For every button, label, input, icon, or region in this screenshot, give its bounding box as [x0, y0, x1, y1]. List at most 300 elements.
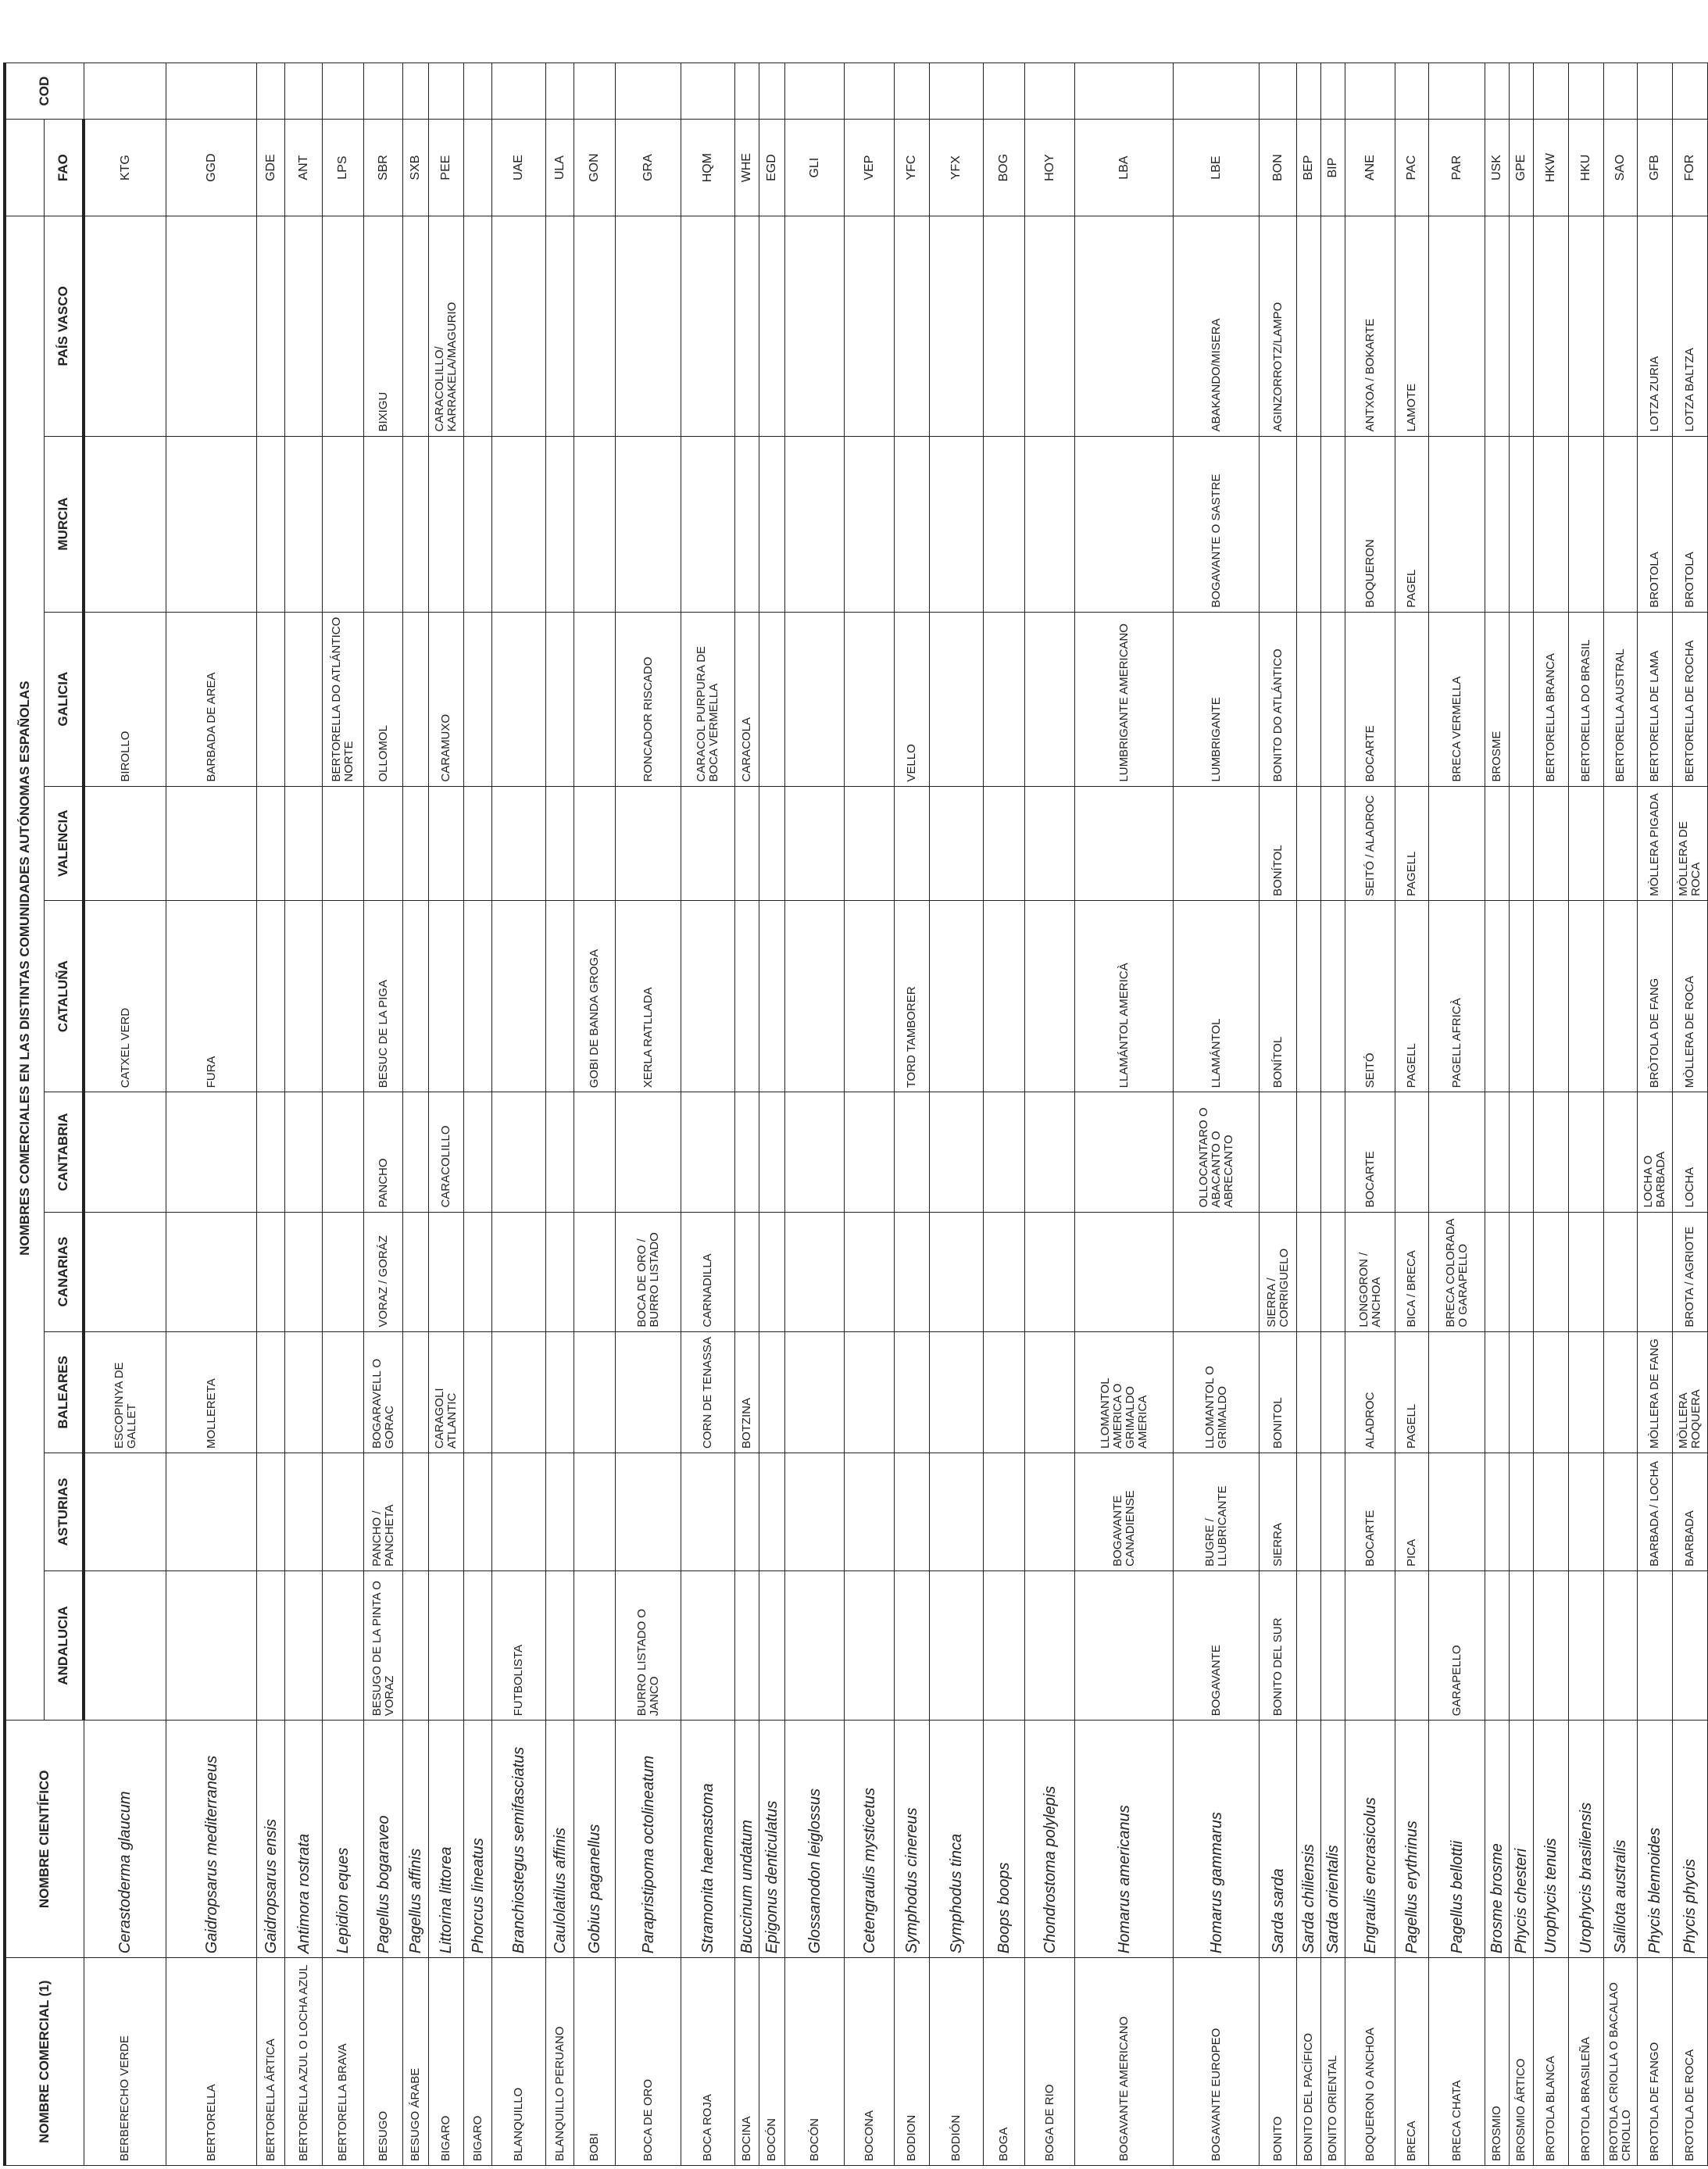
cell-fao: BEP	[1297, 120, 1321, 216]
cell-murcia: BOQUERON	[1345, 436, 1395, 612]
cell-murcia	[1604, 436, 1638, 612]
cell-nombre-comercial: BROTOLA BRASILEÑA	[1569, 1958, 1604, 2166]
cell-galicia: BERTORELLA DO BRASIL	[1569, 612, 1604, 786]
cell-asturias: BARBADA / LOCHA	[1638, 1453, 1673, 1571]
cell-baleares	[930, 1331, 984, 1453]
cell-cataluna	[323, 900, 364, 1092]
cell-asturias	[735, 1453, 759, 1571]
cell-pais-vasco	[492, 216, 546, 437]
cell-nombre-comercial: BOCINA	[735, 1958, 759, 2166]
cell-murcia	[464, 436, 492, 612]
cell-pais-vasco: AGINZORROTZ/LAMPO	[1260, 216, 1297, 437]
cell-asturias	[1534, 1453, 1569, 1571]
cell-valencia	[464, 786, 492, 900]
cell-pais-vasco	[1075, 216, 1174, 437]
cell-cataluna: SEITÓ	[1345, 900, 1395, 1092]
cell-murcia	[1297, 436, 1321, 612]
cell-nombre-comercial: BERTORELLA BRAVA	[323, 1958, 364, 2166]
cell-baleares	[403, 1331, 429, 1453]
cell-cod	[1395, 63, 1429, 120]
cell-murcia	[1025, 436, 1075, 612]
cell-murcia: PAGEL	[1395, 436, 1429, 612]
cell-cantabria: PANCHO	[364, 1092, 403, 1212]
cell-nombre-comercial: BIGARO	[464, 1958, 492, 2166]
cell-baleares	[984, 1331, 1025, 1453]
cell-canarias: LONGORON / ANCHOA	[1345, 1212, 1395, 1331]
cell-andalucia	[681, 1570, 735, 1720]
cell-fao: EGD	[759, 120, 785, 216]
cell-canarias	[1604, 1212, 1638, 1331]
table-row	[1345, 63, 1395, 2166]
cell-andalucia	[323, 1570, 364, 1720]
cell-valencia: MÒLLERA DE ROCA	[1673, 786, 1708, 900]
cell-nombre-comercial: BROSMIO ÁRTICO	[1510, 1958, 1534, 2166]
cell-baleares	[1485, 1331, 1510, 1453]
cell-cod	[1297, 63, 1321, 120]
cell-cataluna	[546, 900, 574, 1092]
cell-asturias	[464, 1453, 492, 1571]
cell-nombre-comercial: BRECA	[1395, 1958, 1429, 2166]
cell-cantabria	[930, 1092, 984, 1212]
cell-andalucia	[1534, 1570, 1569, 1720]
table-row	[1604, 63, 1638, 2166]
cell-andalucia	[1510, 1570, 1534, 1720]
cell-fao: FOR	[1673, 120, 1708, 216]
cell-canarias	[1569, 1212, 1604, 1331]
cell-pais-vasco	[785, 216, 845, 437]
cell-galicia: BIROLLO	[84, 612, 166, 786]
cell-baleares	[1569, 1331, 1604, 1453]
cell-cataluna: TORD TAMBORER	[895, 900, 930, 1092]
cell-valencia	[1075, 786, 1174, 900]
cell-baleares	[785, 1331, 845, 1453]
cell-cataluna	[429, 900, 464, 1092]
cell-baleares	[546, 1331, 574, 1453]
cell-cantabria	[759, 1092, 785, 1212]
cell-pais-vasco	[1534, 216, 1569, 437]
cell-asturias: BARBADA	[1673, 1453, 1708, 1571]
cell-baleares: ESCOPINYA DE GALLET	[84, 1331, 166, 1453]
cell-nombre-comercial: BLANQUILLO	[492, 1958, 546, 2166]
cell-murcia	[574, 436, 616, 612]
cell-andalucia	[84, 1570, 166, 1720]
cell-cataluna: LLAMÁNTOL AMERICÀ	[1075, 900, 1174, 1092]
cell-andalucia	[403, 1570, 429, 1720]
cell-valencia: PAGELL	[1395, 786, 1429, 900]
cell-baleares	[616, 1331, 681, 1453]
cell-murcia	[429, 436, 464, 612]
cell-valencia	[492, 786, 546, 900]
cell-galicia	[574, 612, 616, 786]
cell-murcia	[1260, 436, 1297, 612]
cell-fao: ANE	[1345, 120, 1395, 216]
cell-fao: LBA	[1075, 120, 1174, 216]
cell-cantabria	[323, 1092, 364, 1212]
cell-pais-vasco: BIXIGU	[364, 216, 403, 437]
cell-cataluna	[930, 900, 984, 1092]
cell-cod	[429, 63, 464, 120]
cell-cantabria	[1485, 1092, 1510, 1212]
cell-baleares	[285, 1331, 323, 1453]
cell-cantabria: CARACOLILLO	[429, 1092, 464, 1212]
cell-fao: BOG	[984, 120, 1025, 216]
table-row	[759, 63, 785, 2166]
cell-canarias	[546, 1212, 574, 1331]
cell-asturias	[681, 1453, 735, 1571]
cell-cantabria	[1604, 1092, 1638, 1212]
cell-canarias	[1485, 1212, 1510, 1331]
cell-murcia	[735, 436, 759, 612]
cell-cantabria	[681, 1092, 735, 1212]
cell-nombre-cientifico: Pagellus bellottii	[1429, 1721, 1485, 1958]
cell-galicia: BERTORELLA DE LAMA	[1638, 612, 1673, 786]
cell-valencia	[546, 786, 574, 900]
cell-canarias: VORAZ / GORÁZ	[364, 1212, 403, 1331]
cell-baleares: LLOMANTOL AMERICA O GRIMALDO AMERICA	[1075, 1331, 1174, 1453]
cell-nombre-comercial: BODIÓN	[930, 1958, 984, 2166]
table-row	[574, 63, 616, 2166]
table-row	[1297, 63, 1321, 2166]
cell-pais-vasco	[895, 216, 930, 437]
cell-cod	[1345, 63, 1395, 120]
cell-andalucia	[785, 1570, 845, 1720]
cell-cantabria	[574, 1092, 616, 1212]
cell-asturias: BOCARTE	[1345, 1453, 1395, 1571]
table-row	[1429, 63, 1485, 2166]
cell-cod	[1260, 63, 1297, 120]
cell-galicia	[1321, 612, 1345, 786]
cell-andalucia: FUTBOLISTA	[492, 1570, 546, 1720]
cell-asturias	[574, 1453, 616, 1571]
cell-valencia	[1429, 786, 1485, 900]
cell-cantabria	[1510, 1092, 1534, 1212]
cell-nombre-cientifico: Gaidropsarus ensis	[257, 1721, 285, 1958]
cell-murcia: BROTOLA	[1638, 436, 1673, 612]
cell-fao: ULA	[546, 120, 574, 216]
cell-andalucia	[166, 1570, 257, 1720]
cell-pais-vasco: LOTZA BALTZA	[1673, 216, 1708, 437]
header-valencia: VALENCIA	[45, 786, 84, 900]
cell-galicia: LUMBRIGANTE AMERICANO	[1075, 612, 1174, 786]
cell-asturias	[984, 1453, 1025, 1571]
header-fao: FAO	[45, 120, 84, 216]
cell-galicia	[984, 612, 1025, 786]
cell-nombre-comercial: BODION	[895, 1958, 930, 2166]
cell-nombre-cientifico: Boops boops	[984, 1721, 1025, 1958]
cell-asturias	[1025, 1453, 1075, 1571]
cell-andalucia: BURRO LISTADO O JANCO	[616, 1570, 681, 1720]
cell-andalucia	[1485, 1570, 1510, 1720]
cell-pais-vasco	[1297, 216, 1321, 437]
cell-cataluna	[785, 900, 845, 1092]
cell-pais-vasco	[930, 216, 984, 437]
cell-andalucia: BOGAVANTE	[1174, 1570, 1260, 1720]
cell-asturias: PICA	[1395, 1453, 1429, 1571]
cell-nombre-comercial: BOCÓN	[785, 1958, 845, 2166]
table-row	[464, 63, 492, 2166]
cell-cod	[84, 63, 166, 120]
cell-fao: VEP	[845, 120, 895, 216]
header-canarias: CANARIAS	[45, 1212, 84, 1331]
cell-cantabria	[845, 1092, 895, 1212]
cell-galicia	[1510, 612, 1534, 786]
cell-nombre-cientifico: Sarda chiliensis	[1297, 1721, 1321, 1958]
cell-galicia: BROSME	[1485, 612, 1510, 786]
cell-asturias	[895, 1453, 930, 1571]
cell-cataluna	[681, 900, 735, 1092]
cell-asturias	[1569, 1453, 1604, 1571]
cell-murcia	[616, 436, 681, 612]
header-cataluna: CATALUÑA	[45, 900, 84, 1092]
cell-nombre-cientifico: Engraulis encrasicolus	[1345, 1721, 1395, 1958]
cell-pais-vasco	[1485, 216, 1510, 437]
cell-cataluna	[1297, 900, 1321, 1092]
cell-cantabria	[895, 1092, 930, 1212]
cell-asturias	[759, 1453, 785, 1571]
cell-baleares: MÒLLERA DE FANG	[1638, 1331, 1673, 1453]
cell-andalucia	[1345, 1570, 1395, 1720]
cell-fao: SBR	[364, 120, 403, 216]
cell-canarias: BICA / BRECA	[1395, 1212, 1429, 1331]
cell-galicia	[1025, 612, 1075, 786]
cell-nombre-cientifico: Chondrostoma polylepis	[1025, 1721, 1075, 1958]
cell-andalucia	[1604, 1570, 1638, 1720]
cell-nombre-cientifico: Sarda orientalis	[1321, 1721, 1345, 1958]
cell-cod	[492, 63, 546, 120]
header-asturias: ASTURIAS	[45, 1453, 84, 1571]
cell-murcia	[1534, 436, 1569, 612]
cell-galicia: BOCARTE	[1345, 612, 1395, 786]
cell-andalucia	[285, 1570, 323, 1720]
cell-andalucia	[1297, 1570, 1321, 1720]
cell-cataluna: PAGELL	[1395, 900, 1429, 1092]
cell-valencia	[845, 786, 895, 900]
cell-cataluna: MÒLLERA DE ROCA	[1673, 900, 1708, 1092]
table-row	[930, 63, 984, 2166]
cell-cantabria	[1025, 1092, 1075, 1212]
table-body	[84, 63, 1708, 2166]
cell-galicia: LUMBRIGANTE	[1174, 612, 1260, 786]
cell-cantabria	[1429, 1092, 1485, 1212]
cell-baleares: ALADROC	[1345, 1331, 1395, 1453]
cell-fao: PAC	[1395, 120, 1429, 216]
cell-cod	[364, 63, 403, 120]
cell-murcia	[845, 436, 895, 612]
cell-pais-vasco: LAMOTE	[1395, 216, 1429, 437]
cell-pais-vasco	[735, 216, 759, 437]
cell-valencia	[429, 786, 464, 900]
table-row	[1075, 63, 1174, 2166]
cell-nombre-comercial: BONITO	[1260, 1958, 1297, 2166]
cell-nombre-cientifico: Caulolatilus affinis	[546, 1721, 574, 1958]
cell-canarias	[759, 1212, 785, 1331]
cell-nombre-cientifico: Symphodus tinca	[930, 1721, 984, 1958]
table-row	[364, 63, 403, 2166]
cell-nombre-cientifico: Pagellus bogaraveo	[364, 1721, 403, 1958]
cell-fao: GDE	[257, 120, 285, 216]
cell-pais-vasco	[1604, 216, 1638, 437]
header-murcia: MURCIA	[45, 436, 84, 612]
cell-baleares	[574, 1331, 616, 1453]
cell-murcia	[1321, 436, 1345, 612]
cell-nombre-cientifico: Salilota australis	[1604, 1721, 1638, 1958]
cell-pais-vasco	[84, 216, 166, 437]
table-row	[1025, 63, 1075, 2166]
cell-baleares	[323, 1331, 364, 1453]
cell-andalucia	[429, 1570, 464, 1720]
cell-cantabria	[1321, 1092, 1345, 1212]
cell-cataluna	[1485, 900, 1510, 1092]
cell-nombre-cientifico: Symphodus cinereus	[895, 1721, 930, 1958]
cell-pais-vasco	[546, 216, 574, 437]
cell-valencia	[403, 786, 429, 900]
cell-cantabria	[84, 1092, 166, 1212]
cell-cataluna	[759, 900, 785, 1092]
cell-cantabria	[546, 1092, 574, 1212]
cell-cataluna: FURA	[166, 900, 257, 1092]
cell-murcia	[1075, 436, 1174, 612]
cell-baleares: PAGELL	[1395, 1331, 1429, 1453]
header-cantabria: CANTABRIA	[45, 1092, 84, 1212]
cell-pais-vasco	[681, 216, 735, 437]
cell-valencia	[323, 786, 364, 900]
cell-nombre-cientifico: Cetengraulis mysticetus	[845, 1721, 895, 1958]
cell-cataluna	[1569, 900, 1604, 1092]
cell-galicia	[1395, 612, 1429, 786]
cell-andalucia: BONITO DEL SUR	[1260, 1570, 1297, 1720]
cell-cantabria	[257, 1092, 285, 1212]
cell-canarias	[574, 1212, 616, 1331]
cell-nombre-cientifico: Pagellus erythrinus	[1395, 1721, 1429, 1958]
cell-baleares: BONITOL	[1260, 1331, 1297, 1453]
cell-fao: KTG	[84, 120, 166, 216]
cell-cantabria	[735, 1092, 759, 1212]
header-cod: COD	[5, 63, 84, 120]
cell-asturias	[1510, 1453, 1534, 1571]
cell-canarias	[1321, 1212, 1345, 1331]
cell-galicia	[845, 612, 895, 786]
cell-nombre-comercial: BESUGO	[364, 1958, 403, 2166]
cell-galicia: OLLOMOL	[364, 612, 403, 786]
cell-murcia	[492, 436, 546, 612]
cell-baleares	[1321, 1331, 1345, 1453]
cell-pais-vasco	[403, 216, 429, 437]
cell-baleares: BOTZINA	[735, 1331, 759, 1453]
cell-galicia	[464, 612, 492, 786]
cell-andalucia	[1321, 1570, 1345, 1720]
cell-pais-vasco	[323, 216, 364, 437]
cell-cod	[1429, 63, 1485, 120]
cell-nombre-comercial: BOCA DE ORO	[616, 1958, 681, 2166]
cell-cod	[166, 63, 257, 120]
cell-asturias	[285, 1453, 323, 1571]
cell-nombre-cientifico: Branchiostegus semifasciatus	[492, 1721, 546, 1958]
cell-nombre-comercial: BOCONA	[845, 1958, 895, 2166]
cell-andalucia	[1673, 1570, 1708, 1720]
cell-baleares	[257, 1331, 285, 1453]
cell-pais-vasco	[1429, 216, 1485, 437]
cell-pais-vasco	[1321, 216, 1345, 437]
cell-galicia: VELLO	[895, 612, 930, 786]
cell-cod	[257, 63, 285, 120]
cell-nombre-comercial: BOCÓN	[759, 1958, 785, 2166]
cell-fao: GLI	[785, 120, 845, 216]
cell-valencia	[574, 786, 616, 900]
cell-canarias: BRECA COLORADA O GARAPELLO	[1429, 1212, 1485, 1331]
cell-canarias	[1510, 1212, 1534, 1331]
cell-galicia	[1297, 612, 1321, 786]
cell-fao: HKU	[1569, 120, 1604, 216]
cell-galicia: CARAMUXO	[429, 612, 464, 786]
cell-canarias	[323, 1212, 364, 1331]
cell-baleares: MÒLLERA ROQUERA	[1673, 1331, 1708, 1453]
cell-fao: GGD	[166, 120, 257, 216]
cell-cataluna	[1534, 900, 1569, 1092]
cell-valencia	[1534, 786, 1569, 900]
cell-nombre-comercial: BROTOLA DE FANGO	[1638, 1958, 1673, 2166]
cell-valencia	[1321, 786, 1345, 900]
cell-cod	[845, 63, 895, 120]
table-row	[1395, 63, 1429, 2166]
cell-cataluna	[845, 900, 895, 1092]
cell-nombre-comercial: BOCA ROJA	[681, 1958, 735, 2166]
cell-fao: GON	[574, 120, 616, 216]
cell-pais-vasco	[166, 216, 257, 437]
cell-canarias: BOCA DE ORO / BURRO LISTADO	[616, 1212, 681, 1331]
cell-baleares	[845, 1331, 895, 1453]
cell-canarias	[84, 1212, 166, 1331]
cell-andalucia	[930, 1570, 984, 1720]
cell-nombre-comercial: BONITO ORIENTAL	[1321, 1958, 1345, 2166]
cell-baleares	[895, 1331, 930, 1453]
cell-murcia	[1569, 436, 1604, 612]
header-baleares: BALEARES	[45, 1331, 84, 1453]
cell-nombre-cientifico: Pagellus affinis	[403, 1721, 429, 1958]
cell-cod	[930, 63, 984, 120]
cell-nombre-cientifico: Brosme brosme	[1485, 1721, 1510, 1958]
cell-cantabria: OLLOCANTARO O ABACANTO O ABRECANTO	[1174, 1092, 1260, 1212]
cell-asturias	[492, 1453, 546, 1571]
cell-andalucia	[546, 1570, 574, 1720]
cell-galicia: CARACOL PURPURA DE BOCA VERMELLA	[681, 612, 735, 786]
cell-fao: YFC	[895, 120, 930, 216]
cell-valencia	[1297, 786, 1321, 900]
cell-murcia	[984, 436, 1025, 612]
cell-valencia	[785, 786, 845, 900]
cell-cantabria	[403, 1092, 429, 1212]
cell-asturias	[930, 1453, 984, 1571]
cell-pais-vasco	[285, 216, 323, 437]
cell-baleares	[1604, 1331, 1638, 1453]
cell-cantabria	[464, 1092, 492, 1212]
cell-nombre-comercial: BROSMIO	[1485, 1958, 1510, 2166]
cell-valencia	[930, 786, 984, 900]
table-row	[1260, 63, 1297, 2166]
cell-cod	[1534, 63, 1569, 120]
cell-cod	[1638, 63, 1673, 120]
cell-nombre-cientifico: Littorina littorea	[429, 1721, 464, 1958]
cell-nombre-comercial: BLANQUILLO PERUANO	[546, 1958, 574, 2166]
table-row	[785, 63, 845, 2166]
cell-fao: BIP	[1321, 120, 1345, 216]
cell-cataluna	[735, 900, 759, 1092]
cell-asturias	[1429, 1453, 1485, 1571]
cell-cataluna: CATXEL VERD	[84, 900, 166, 1092]
cell-cod	[1510, 63, 1534, 120]
cell-canarias	[403, 1212, 429, 1331]
cell-cod	[1485, 63, 1510, 120]
table-row	[735, 63, 759, 2166]
